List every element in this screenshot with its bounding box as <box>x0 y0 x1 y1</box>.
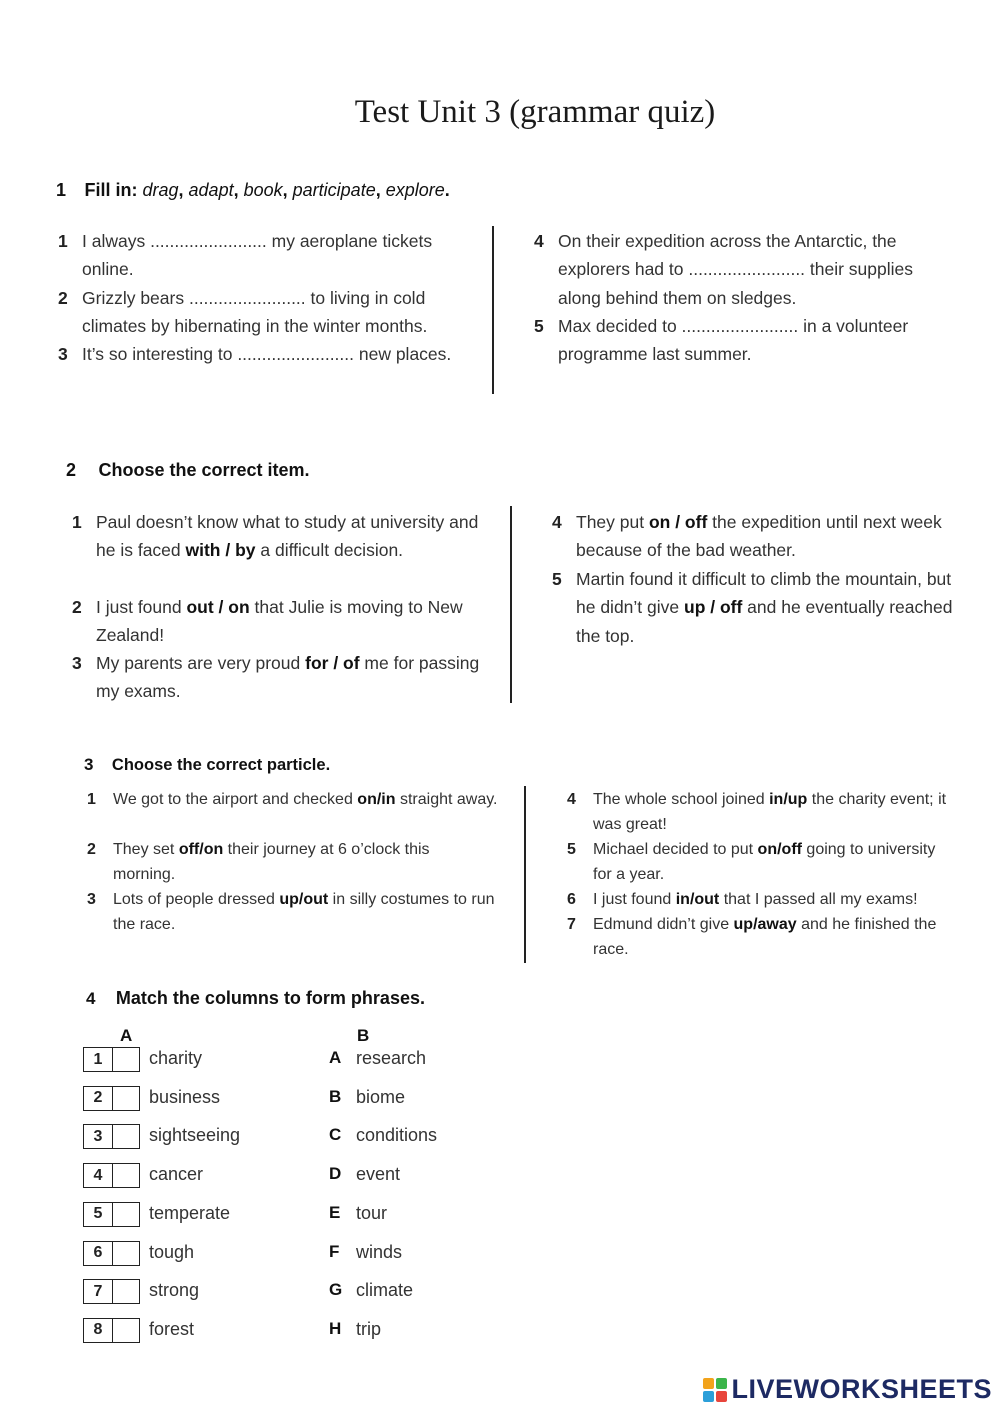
question-item <box>534 227 944 312</box>
liveworksheets-logo <box>703 1374 992 1405</box>
question-text: They put on / off the expedition until next week because of the bad weather. <box>576 512 942 561</box>
answer-choice: out / on <box>186 597 250 617</box>
answer-choice: with / by <box>185 540 256 561</box>
question-text: Grizzly bears ........................ to living in cold climates by hibernating in the winter months. <box>82 288 428 337</box>
question-item <box>567 787 947 837</box>
column-a-word: forest <box>149 1318 195 1339</box>
column-b-word: winds <box>356 1241 403 1262</box>
question-item <box>534 312 944 369</box>
question-text: I just found in/out that I passed all my exams! <box>593 891 918 908</box>
column-b-word: event <box>356 1164 401 1185</box>
word-option: book <box>243 180 283 200</box>
column-a-word: sightseeing <box>149 1125 241 1146</box>
question-text: I just found out / on that Julie is moving to New Zealand! <box>96 597 463 646</box>
question-text: On their expedition across the Antarctic, the explorers had to ........................ their supplies along behind them on sledges. <box>558 231 914 308</box>
column-divider <box>492 226 494 394</box>
answer-input[interactable] <box>113 1164 139 1187</box>
section-instruction: Match the columns to form phrases. <box>115 988 425 1008</box>
answer-choice: up/out <box>279 891 329 908</box>
word-option: explore <box>385 180 445 200</box>
section-number: 4 <box>86 989 96 1008</box>
row-number: 6 <box>84 1242 113 1265</box>
question-number: 5 <box>567 841 576 858</box>
answer-choice: off/on <box>178 841 224 858</box>
answer-input[interactable] <box>113 1319 139 1342</box>
question-item <box>72 593 482 650</box>
answer-box[interactable] <box>83 1163 140 1188</box>
section-2-header <box>66 460 310 481</box>
column-a-word: charity <box>149 1048 203 1068</box>
instruction-label: Fill in: <box>84 180 138 200</box>
word-option: participate <box>292 180 376 200</box>
section-number: 3 <box>84 755 94 774</box>
question-text: The whole school joined in/up the charity event; it was great! <box>593 791 947 833</box>
answer-box[interactable] <box>83 1047 140 1072</box>
answer-choice: in/out <box>675 891 720 908</box>
question-number: 1 <box>72 512 82 532</box>
question-number: 2 <box>72 597 82 617</box>
column-b-letter: A <box>329 1048 342 1067</box>
column-b-word: climate <box>356 1280 414 1301</box>
answer-choice: in/up <box>769 791 808 808</box>
question-text: I always ........................ my aeroplane tickets online. <box>82 231 433 280</box>
column-b-letter: B <box>329 1086 342 1106</box>
question-number: 5 <box>552 569 562 589</box>
question-number: 2 <box>87 841 96 858</box>
column-a-word: temperate <box>149 1202 231 1223</box>
question-text: My parents are very proud for / of me for passing my exams. <box>96 653 480 702</box>
row-number: 4 <box>84 1164 113 1187</box>
section-instruction: Choose the correct item. <box>98 460 310 480</box>
question-text: Max decided to ........................ in a volunteer programme last summer. <box>558 316 909 365</box>
answer-choice: up / off <box>684 597 743 618</box>
question-item <box>552 508 962 565</box>
column-a-word: cancer <box>149 1164 204 1185</box>
question-item <box>58 284 468 341</box>
row-number: 1 <box>84 1048 113 1071</box>
question-item <box>552 565 972 650</box>
section-instruction: Fill in: drag, adapt, book, participate, explore. <box>84 180 450 200</box>
question-number: 6 <box>567 891 576 908</box>
column-b-letter: G <box>329 1280 343 1300</box>
question-item <box>87 887 507 937</box>
question-item <box>58 340 468 368</box>
row-number: 3 <box>84 1125 113 1148</box>
column-b-header: B <box>357 1026 370 1045</box>
question-number: 1 <box>87 791 96 808</box>
answer-input[interactable] <box>113 1242 139 1265</box>
column-b-word: research <box>356 1048 427 1068</box>
row-number: 8 <box>84 1319 113 1342</box>
question-number: 7 <box>567 916 576 933</box>
answer-input[interactable] <box>113 1280 139 1303</box>
question-number: 2 <box>58 288 68 308</box>
question-text: We got to the airport and checked on/in straight away. <box>113 791 498 808</box>
column-b-word: trip <box>356 1318 382 1339</box>
section-instruction: Choose the correct particle. <box>111 756 331 774</box>
question-number: 1 <box>58 231 68 251</box>
question-item <box>567 837 947 887</box>
question-text: Michael decided to put on/off going to university for a year. <box>593 841 936 883</box>
section-1-header <box>56 180 450 201</box>
page-title: Test Unit 3 (grammar quiz) <box>354 94 716 130</box>
question-text: Lots of people dressed up/out in silly costumes to run the race. <box>113 891 495 933</box>
row-number: 7 <box>84 1280 113 1303</box>
question-item <box>567 887 987 912</box>
answer-box[interactable] <box>83 1202 140 1227</box>
column-b-word: conditions <box>356 1125 438 1146</box>
answer-choice: on/in <box>357 791 396 808</box>
column-b-letter: H <box>329 1318 342 1338</box>
word-option: adapt <box>188 180 234 200</box>
column-b-letter: E <box>329 1202 341 1222</box>
column-divider <box>510 506 512 703</box>
column-b-word: biome <box>356 1086 406 1107</box>
column-b-letter: C <box>329 1125 342 1145</box>
word-option: drag <box>142 180 179 200</box>
section-number: 1 <box>56 180 67 200</box>
question-item <box>58 227 468 284</box>
answer-box[interactable] <box>83 1086 140 1111</box>
logo-icon <box>703 1378 727 1402</box>
question-number: 4 <box>552 512 562 532</box>
row-number: 5 <box>84 1203 113 1226</box>
column-a-word: business <box>149 1086 221 1107</box>
question-text: Edmund didn’t give up/away and he finished the race. <box>593 916 937 958</box>
answer-choice: on/off <box>757 841 802 858</box>
question-number: 3 <box>58 344 68 364</box>
question-number: 3 <box>87 891 96 908</box>
logo-text: LIVEWORKSHEETS <box>731 1374 992 1404</box>
answer-box[interactable] <box>83 1241 140 1266</box>
column-a-word: tough <box>149 1241 195 1262</box>
answer-box[interactable] <box>83 1124 140 1149</box>
answer-choice: for / of <box>305 653 360 673</box>
question-item <box>567 912 967 962</box>
column-b-letter: F <box>329 1241 340 1261</box>
question-number: 5 <box>534 316 544 336</box>
question-item <box>87 837 487 887</box>
column-a-word: strong <box>149 1280 200 1301</box>
row-number: 2 <box>84 1087 113 1110</box>
answer-input[interactable] <box>113 1125 139 1148</box>
answer-input[interactable] <box>113 1048 139 1071</box>
answer-choice: on / off <box>648 512 708 532</box>
question-number: 4 <box>534 231 544 251</box>
question-number: 4 <box>567 791 576 808</box>
question-item <box>72 508 482 565</box>
column-b-letter: D <box>329 1164 342 1184</box>
answer-input[interactable] <box>113 1203 139 1226</box>
question-text: It’s so interesting to ........................ new places. <box>82 344 452 364</box>
column-divider <box>524 786 526 963</box>
answer-box[interactable] <box>83 1318 140 1343</box>
answer-choice: up/away <box>733 916 797 933</box>
section-number: 2 <box>66 460 77 480</box>
question-number: 3 <box>72 653 82 673</box>
section-3-header <box>84 755 330 775</box>
question-item <box>72 649 482 706</box>
answer-input[interactable] <box>113 1087 139 1110</box>
question-text: Paul doesn’t know what to study at university and he is faced with / by a difficult decision. <box>96 512 479 561</box>
question-text: They set off/on their journey at 6 o’clock this morning. <box>113 841 430 883</box>
question-text: Martin found it difficult to climb the mountain, but he didn’t give up / off and he eventually reached the top. <box>576 569 953 646</box>
section-4-header <box>86 988 425 1009</box>
answer-box[interactable] <box>83 1279 140 1304</box>
column-b-word: tour <box>356 1202 388 1223</box>
column-a-header: A <box>120 1026 133 1045</box>
question-item <box>87 787 507 812</box>
